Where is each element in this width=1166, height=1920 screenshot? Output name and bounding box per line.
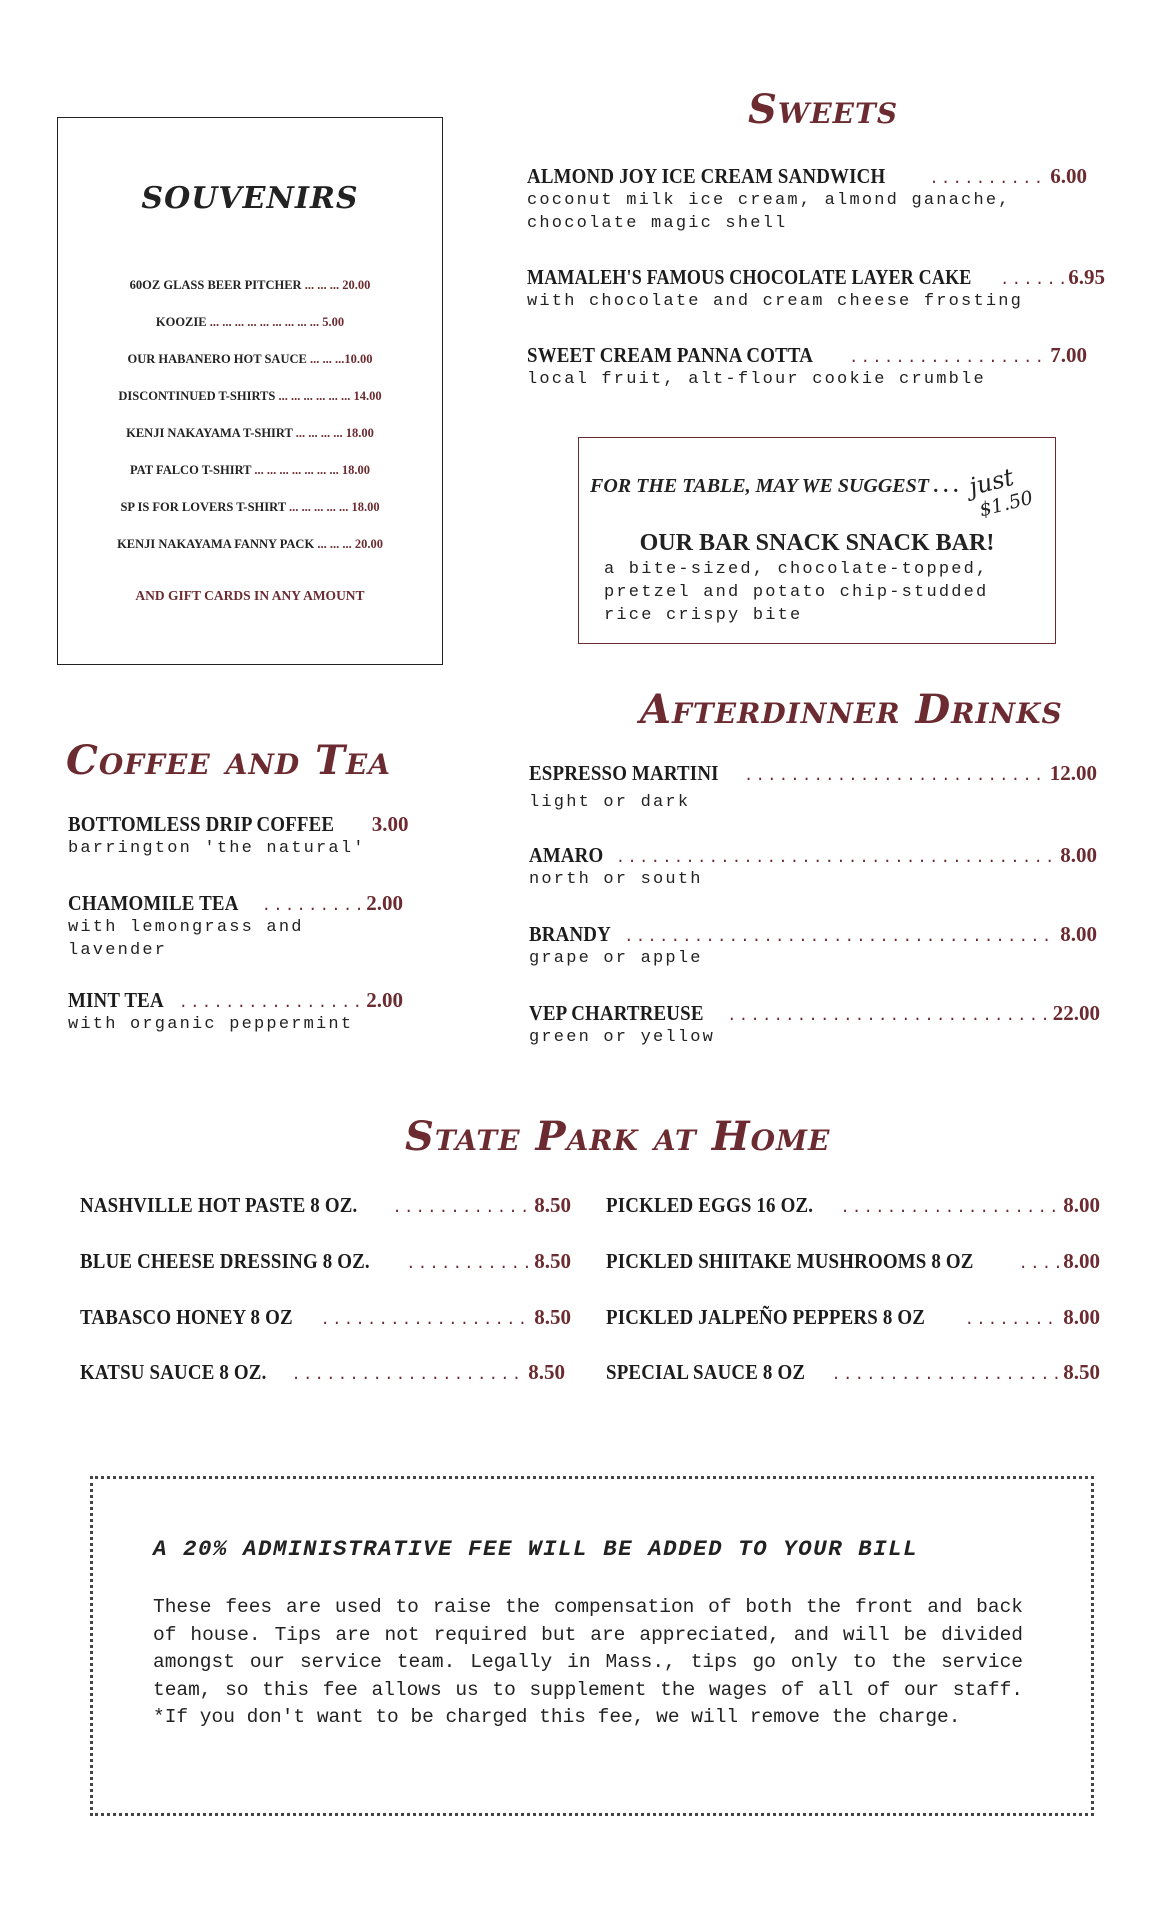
menu-item [68,891,403,962]
item-name: KATSU SAUCE 8 OZ. [80,1360,267,1384]
item-name: SWEET CREAM PANNA COTTA [527,343,814,367]
souvenir-item: 60OZ GLASS BEER PITCHER ... ... ... 20.00 [129,278,371,292]
menu-item [527,164,1087,235]
home-item [80,1193,571,1218]
item-price: 3.00 [371,812,409,836]
home-item [80,1305,571,1330]
item-desc: local fruit, alt-flour cookie crumble [527,370,986,389]
leader-dots [744,767,1046,785]
home-item [606,1193,1100,1218]
menu-item [529,843,1097,891]
leader-dots [964,1311,1059,1329]
home-item [606,1360,1100,1385]
gift-cards-note: AND GIFT CARDS IN ANY AMOUNT [135,588,365,603]
item-price: 12.00 [1049,761,1097,785]
sweets-title: Sweets [748,86,899,133]
item-name: NASHVILLE HOT PASTE 8 OZ. [80,1193,358,1217]
souvenir-item: DISCONTINUED T-SHIRTS ... ... ... ... ... ... 14.00 [118,389,382,403]
item-price: 6.00 [1050,164,1087,188]
home-item [80,1360,565,1385]
item-name: AMARO [529,843,604,867]
souvenir-item: KENJI NAKAYAMA T-SHIRT ... ... ... ... 18.00 [126,426,374,440]
souvenir-item: OUR HABANERO HOT SAUCE ... ... ...10.00 [127,352,373,366]
souvenirs-title: SOUVENIRS [141,181,359,216]
souvenirs-box [57,117,443,665]
item-price: 8.50 [528,1360,565,1384]
menu-item [529,922,1097,970]
souvenir-item: KENJI NAKAYAMA FANNY PACK ... ... ... 20.00 [117,537,383,551]
leader-dots [392,1199,530,1217]
home-item [606,1305,1100,1330]
leader-dots [849,349,1046,367]
item-name: ALMOND JOY ICE CREAM SANDWICH [527,164,886,188]
item-name: PICKLED SHIITAKE MUSHROOMS 8 OZ [606,1249,974,1273]
suggestion-box [578,437,1056,644]
fee-notice-box [90,1476,1094,1816]
souvenir-item: KOOZIE ... ... ... ... ... ... ... ... ... 5.00 [155,315,345,329]
home-title: State Park at Home [405,1113,831,1160]
item-name: MAMALEH'S FAMOUS CHOCOLATE LAYER CAKE [527,265,972,289]
item-price: 8.00 [1063,1249,1100,1273]
suggestion-just: just [966,462,1017,502]
item-price: 8.50 [534,1305,571,1329]
souvenir-item: SP IS FOR LOVERS T-SHIRT ... ... ... ... ... 18.00 [120,500,380,514]
suggestion-name: OUR BAR SNACK SNACK BAR! [639,530,995,556]
item-price: 8.00 [1060,922,1097,946]
item-name: CHAMOMILE TEA [68,891,239,915]
leader-dots [406,1255,530,1273]
leader-dots [291,1366,524,1384]
souvenir-item: PAT FALCO T-SHIRT ... ... ... ... ... ... ... 18.00 [129,463,371,477]
leader-dots [1018,1255,1059,1273]
item-desc: with organic peppermint [68,1015,354,1034]
leader-dots [261,897,362,915]
fee-title: A 20% ADMINISTRATIVE FEE WILL BE ADDED TO YOUR BILL [153,1536,919,1562]
item-name: ESPRESSO MARTINI [529,761,719,785]
leader-dots [840,1199,1059,1217]
item-name: TABASCO HONEY 8 OZ [80,1305,293,1329]
leader-dots [929,170,1046,188]
item-price: 8.50 [1063,1360,1100,1384]
item-price: 8.50 [534,1193,571,1217]
menu-item [529,761,1097,814]
leader-dots [178,994,362,1012]
item-name: BOTTOMLESS DRIP COFFEE [68,812,335,836]
fee-body [153,1594,1023,1732]
item-price: 8.50 [534,1249,571,1273]
menu-item [68,812,409,860]
fee-body-text: These fees are used to raise the compensation of both the front and back of house. Tips are not required but are appreciated, and will be divided amongst our service team. Legally in Mass., tips go only to the service team, so this fee allows us to supplement the wages of all of our staff. [153,1596,1023,1701]
suggestion-lead: FOR THE TABLE, MAY WE SUGGEST . . . [590,475,959,497]
leader-dots [616,849,1057,867]
leader-dots [727,1007,1049,1025]
leader-dots [320,1311,530,1329]
leader-dots [831,1366,1059,1384]
item-price: 8.00 [1063,1305,1100,1329]
item-name: BRANDY [529,922,611,946]
leader-dots [1000,271,1064,289]
item-price: 7.00 [1050,343,1087,367]
item-desc: grape or apple [529,949,703,968]
item-desc: light or dark [529,793,691,812]
item-price: 2.00 [366,891,403,915]
item-desc: with chocolate and cream cheese frosting [527,292,1024,311]
coffee-title: Coffee and Tea [66,737,391,784]
item-price: 8.00 [1063,1193,1100,1217]
suggestion-desc-line: a bite-sized, chocolate-topped, [604,560,989,579]
item-price: 6.95 [1068,265,1105,289]
menu-item [68,988,403,1036]
item-desc: coconut milk ice cream, almond ganache, [527,191,1011,210]
menu-item [527,265,1105,313]
item-desc: lavender [68,941,168,960]
leader-dots [624,928,1056,946]
item-desc: chocolate magic shell [527,214,788,233]
drinks-title: Afterdinner Drinks [640,686,1063,733]
item-price: 22.00 [1052,1001,1100,1025]
item-name: PICKLED JALPEÑO PEPPERS 8 OZ [606,1305,926,1329]
item-desc: barrington 'the natural' [68,839,366,858]
item-name: MINT TEA [68,988,164,1012]
item-name: PICKLED EGGS 16 OZ. [606,1193,814,1217]
menu-item [529,1001,1100,1049]
fee-note: *If you don't want to be charged this fee, we will remove the charge. [153,1706,961,1728]
item-price: 2.00 [366,988,403,1012]
item-name: BLUE CHEESE DRESSING 8 OZ. [80,1249,370,1273]
item-desc: with lemongrass and [68,918,304,937]
item-name: VEP CHARTREUSE [529,1001,704,1025]
home-item [80,1249,571,1274]
item-desc: north or south [529,870,703,889]
menu-item [527,343,1087,391]
suggestion-desc-line: rice crispy bite [604,606,803,625]
item-price: 8.00 [1060,843,1097,867]
item-desc: green or yellow [529,1028,716,1047]
home-item [606,1249,1100,1274]
suggestion-desc [604,558,1044,627]
suggestion-price: $1.50 [977,486,1036,522]
suggestion-desc-line: pretzel and potato chip-studded [604,583,989,602]
item-name: SPECIAL SAUCE 8 OZ [606,1360,806,1384]
